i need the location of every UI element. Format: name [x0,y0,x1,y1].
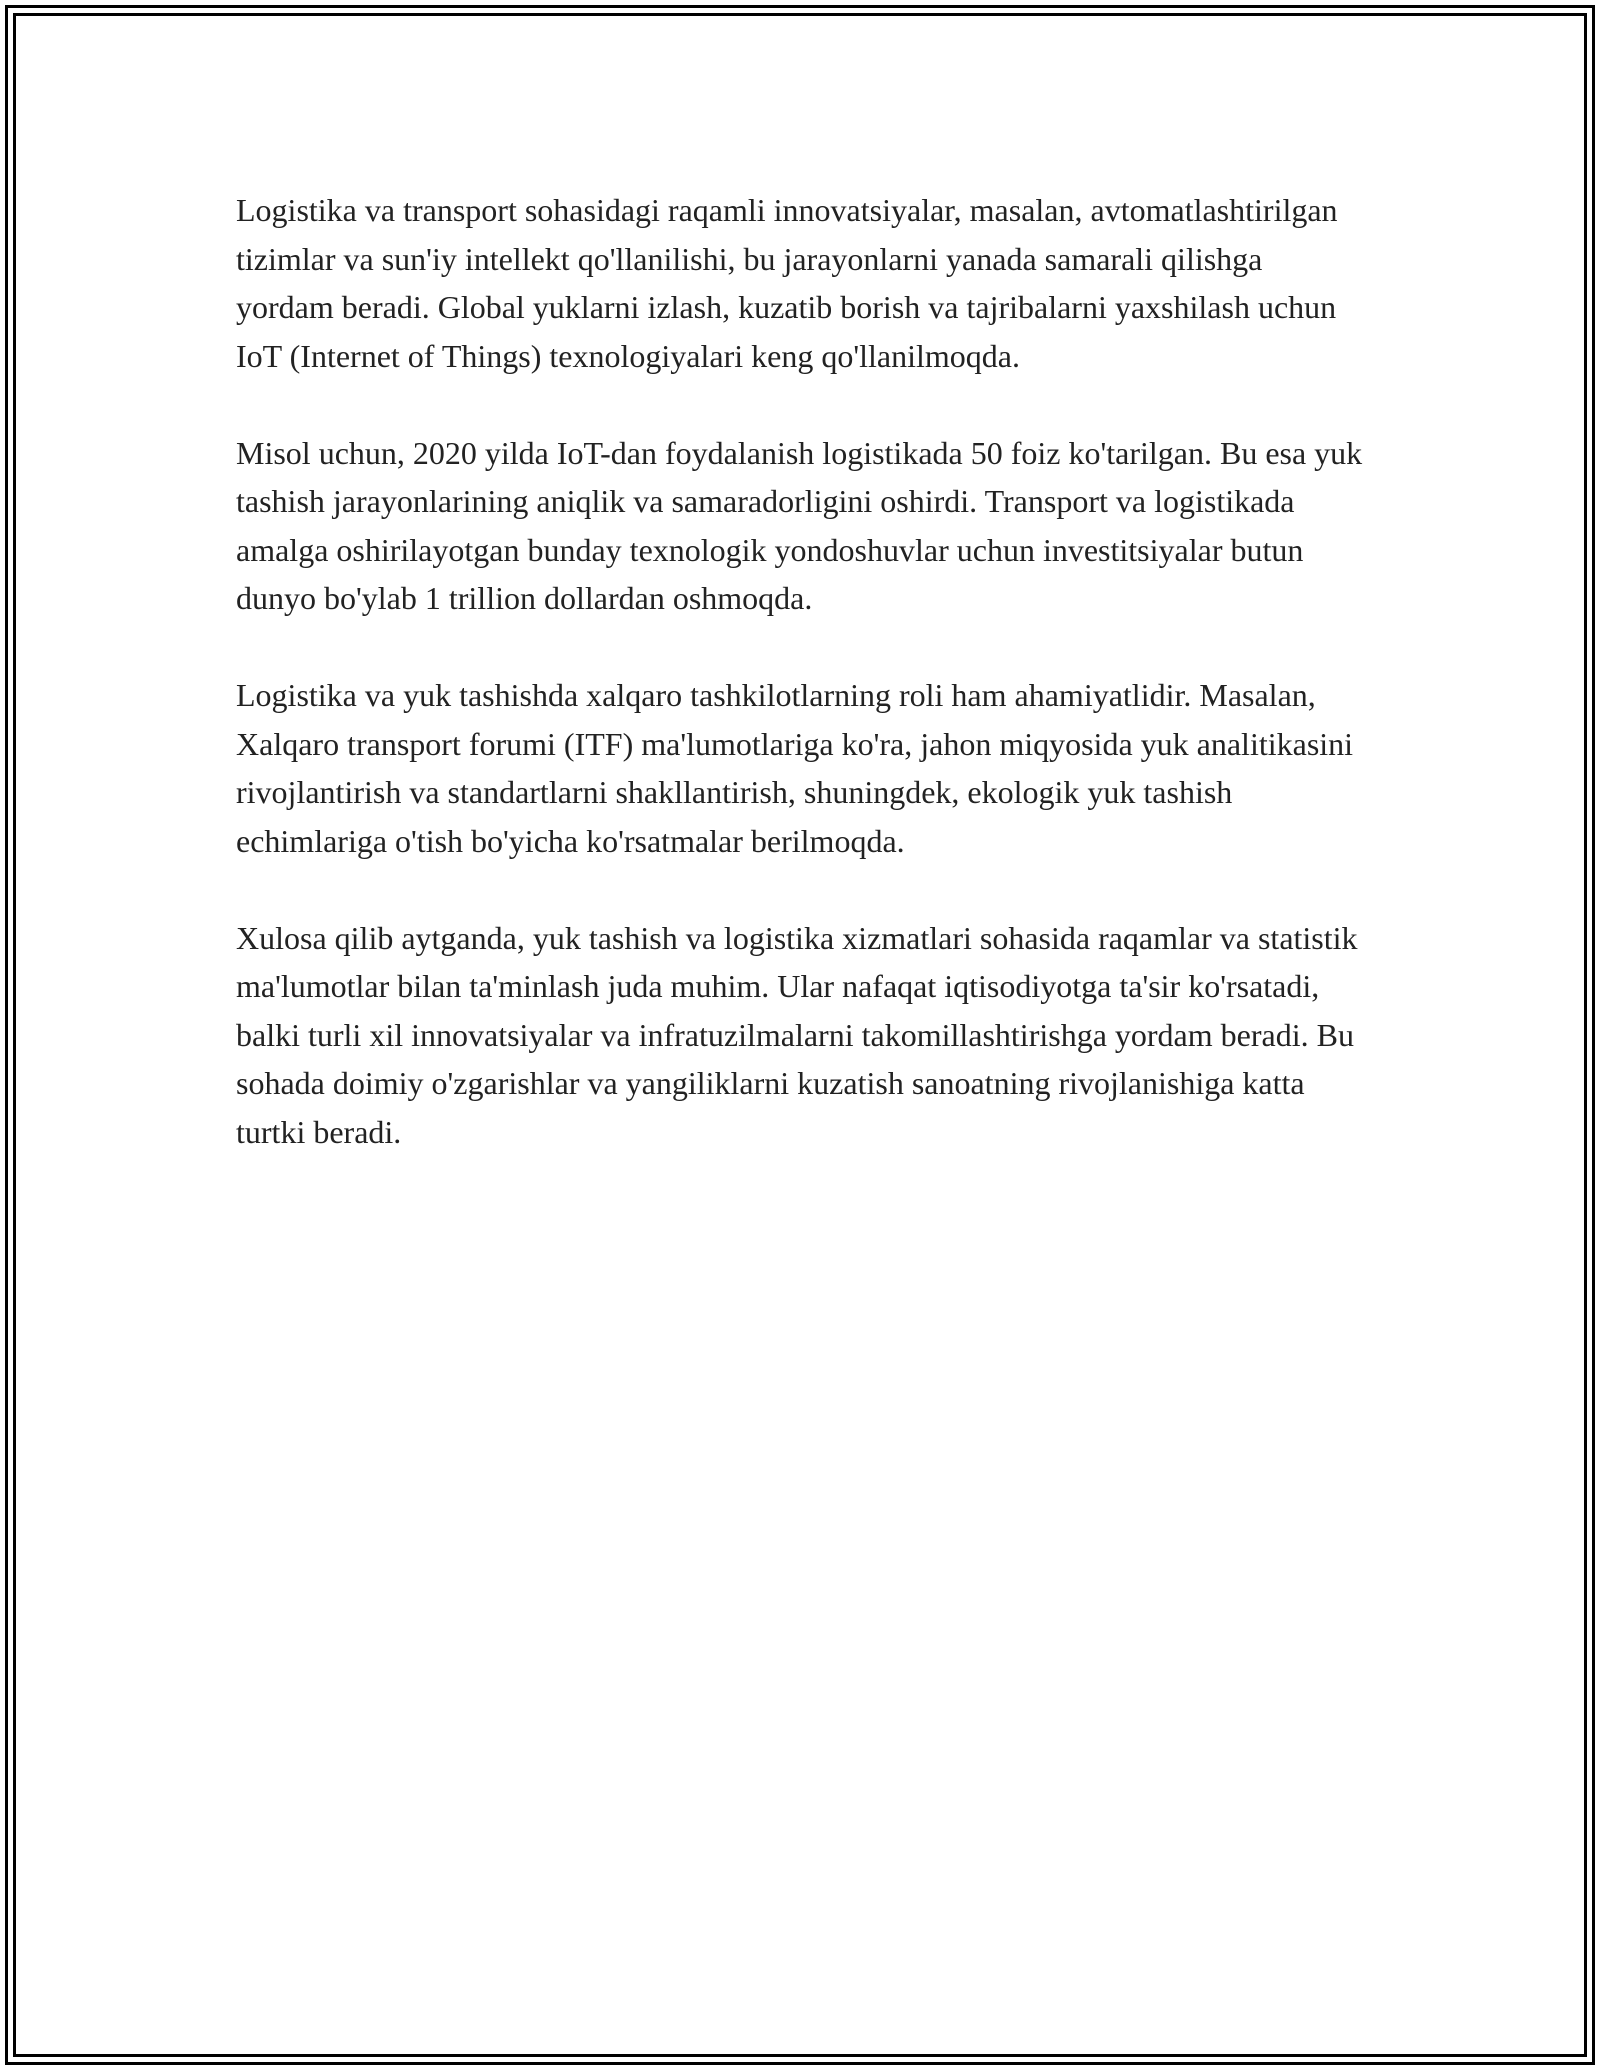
paragraph-1: Logistika va transport sohasidagi raqamli innovatsiyalar, masalan, avtomatlashtirilgan tizimlar va sun'iy intellekt qo'llanilishi, bu jarayonlarni yanada samarali qilishga yordam beradi. Global yuklarni izlash, kuzatib borish va tajribalarni yaxshilash uchun IoT (Internet of Things) texnologiyalari keng qo'llanilmoqda. [236,192,1338,374]
paragraph-3: Logistika va yuk tashishda xalqaro tashkilotlarning roli ham ahamiyatlidir. Masalan, Xalqaro transport forumi (ITF) ma'lumotlariga ko'ra, jahon miqyosida yuk analitikasini rivojlantirish va standartlarni shakllantirish, shuningdek, ekologik yuk tashish echimlariga o'tish bo'yicha ko'rsatmalar berilmoqda. [236,677,1354,859]
paragraph-4: Xulosa qilib aytganda, yuk tashish va logistika xizmatlari sohasida raqamlar va statistik ma'lumotlar bilan ta'minlash juda muhim. Ular nafaqat iqtisodiyotga ta'sir ko'rsatadi, balki turli xil innovatsiyalar va infratuzilmalarni takomillashtirishga yordam beradi. Bu sohada doimiy o'zgarishlar va yangiliklarni kuzatish sanoatning rivojlanishiga katta turtki beradi. [236,919,1358,1150]
document-body [236,186,1366,1205]
paragraph-2: Misol uchun, 2020 yilda IoT-dan foydalanish logistikada 50 foiz ko'tarilgan. Bu esa yuk tashish jarayonlarining aniqlik va samaradorligini oshirdi. Transport va logistikada amalga oshirilayotgan bunday texnologik yondoshuvlar uchun investitsiyalar butun dunyo bo'ylab 1 trillion dollardan oshmoqda. [236,434,1363,616]
